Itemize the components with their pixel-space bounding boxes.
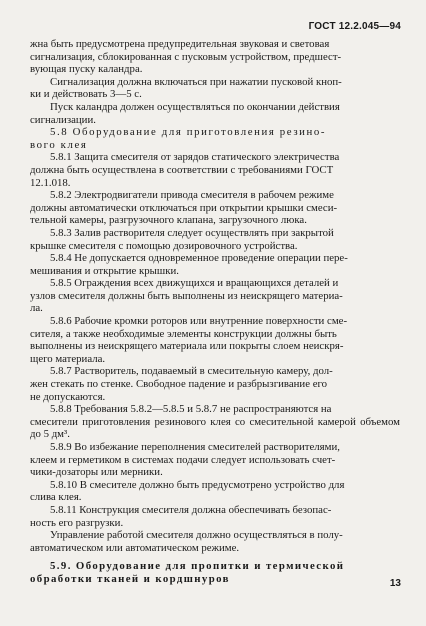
text-line: сигнализации.: [30, 113, 96, 126]
text-line: жен стекать по стенке. Свободное падение и разбрызгивание его: [30, 378, 328, 391]
text-line: щего материала.: [30, 352, 106, 365]
text-line: крышке смесителя с помощью дозировочного устройства.: [30, 239, 298, 252]
section-heading: 5.9. Оборудование для пропитки и термической: [50, 560, 345, 573]
text-line: мешивания и открытие крышки.: [30, 264, 179, 277]
body-text: [30, 38, 400, 586]
text-line: 5.8.10 В смесителе должно быть предусмотрено устройство для: [50, 478, 345, 491]
text-line: 5.8.8 Требования 5.8.2—5.8.5 и 5.8.7 не распространяются на: [50, 403, 332, 416]
text-line: клеем и герметиком в системах подачи следует использовать счет-: [30, 453, 336, 466]
text-line: 5.8.7 Растворитель, подаваемый в смесительную камеру, дол-: [50, 365, 333, 378]
text-line: 12.1.018.: [30, 176, 71, 189]
section-heading: обработки тканей и кордшнуров: [30, 572, 230, 585]
text-line: жна быть предусмотрена предупредительная звуковая и световая: [30, 38, 330, 50]
text-line: Пуск каландра должен осуществляться по окончании действия: [50, 100, 340, 113]
text-line: 5.8.11 Конструкция смесителя должна обеспечивать безопас-: [50, 503, 332, 516]
text-line: вующая пуску каландра.: [30, 63, 143, 76]
text-line: слива клея.: [30, 491, 82, 504]
text-line: ла.: [30, 302, 43, 315]
text-line: Управление работой смесителя должно осуществляться в полу-: [50, 529, 343, 542]
text-line: 5.8.4 Не допускается одновременное проведение операции пере-: [50, 252, 348, 265]
text-line: 5.8.6 Рабочие кромки роторов или внутренние поверхности сме-: [50, 315, 348, 328]
text-line: ность его разгрузки.: [30, 516, 124, 529]
section-heading: вого клея: [30, 138, 88, 151]
text-line: 5.8.9 Во избежание переполнения смесителей растворителями,: [50, 441, 340, 453]
text-line: 5.8.3 Залив растворителя следует осуществлять при закрытой: [50, 226, 334, 239]
text-line: ки и действовать 3—5 с.: [30, 88, 142, 101]
text-line: сигнализация, сблокированная с пусковым устройством, предшест-: [30, 50, 342, 63]
text-line: должна быть осуществлена в соответствии с требованиями ГОСТ: [30, 163, 334, 176]
text-line: 5.8.2 Электродвигатели привода смесителя в рабочем режиме: [50, 189, 334, 202]
section-heading: 5.8 Оборудование для приготовления резино-: [50, 126, 327, 139]
text-line: 5.8.1 Защита смесителя от зарядов статического электричества: [50, 151, 340, 164]
page-number: 13: [389, 578, 401, 589]
text-line: сителя, а также необходимые элементы конструкции должны быть: [30, 327, 337, 340]
text-line: должны автоматически отключаться при открытии крышки смеси-: [30, 201, 338, 214]
text-line: 5.8.5 Ограждения всех движущихся и вращающихся деталей и: [50, 277, 339, 290]
text-line: не допускаются.: [30, 390, 106, 403]
text-line: узлов смесителя должны быть выполнены из неискрящего материа-: [30, 289, 343, 302]
text-line: чики-дозаторы или мерники.: [30, 466, 163, 479]
text-line: смесители приготовления резинового клея со смесительной камерой объемом до 5 дм³.: [30, 415, 400, 441]
text-line: тельной камеры, разгрузочного клапана, загрузочного люка.: [30, 214, 307, 227]
text-line: автоматическом или автоматическом режиме.: [30, 541, 240, 554]
text-line: выполнены из неискрящего материала или покрыты слоем неискря-: [30, 340, 344, 353]
standard-header: ГОСТ 12.2.045—94: [308, 21, 401, 32]
text-line: Сигнализация должна включаться при нажатии пусковой кноп-: [50, 75, 342, 88]
